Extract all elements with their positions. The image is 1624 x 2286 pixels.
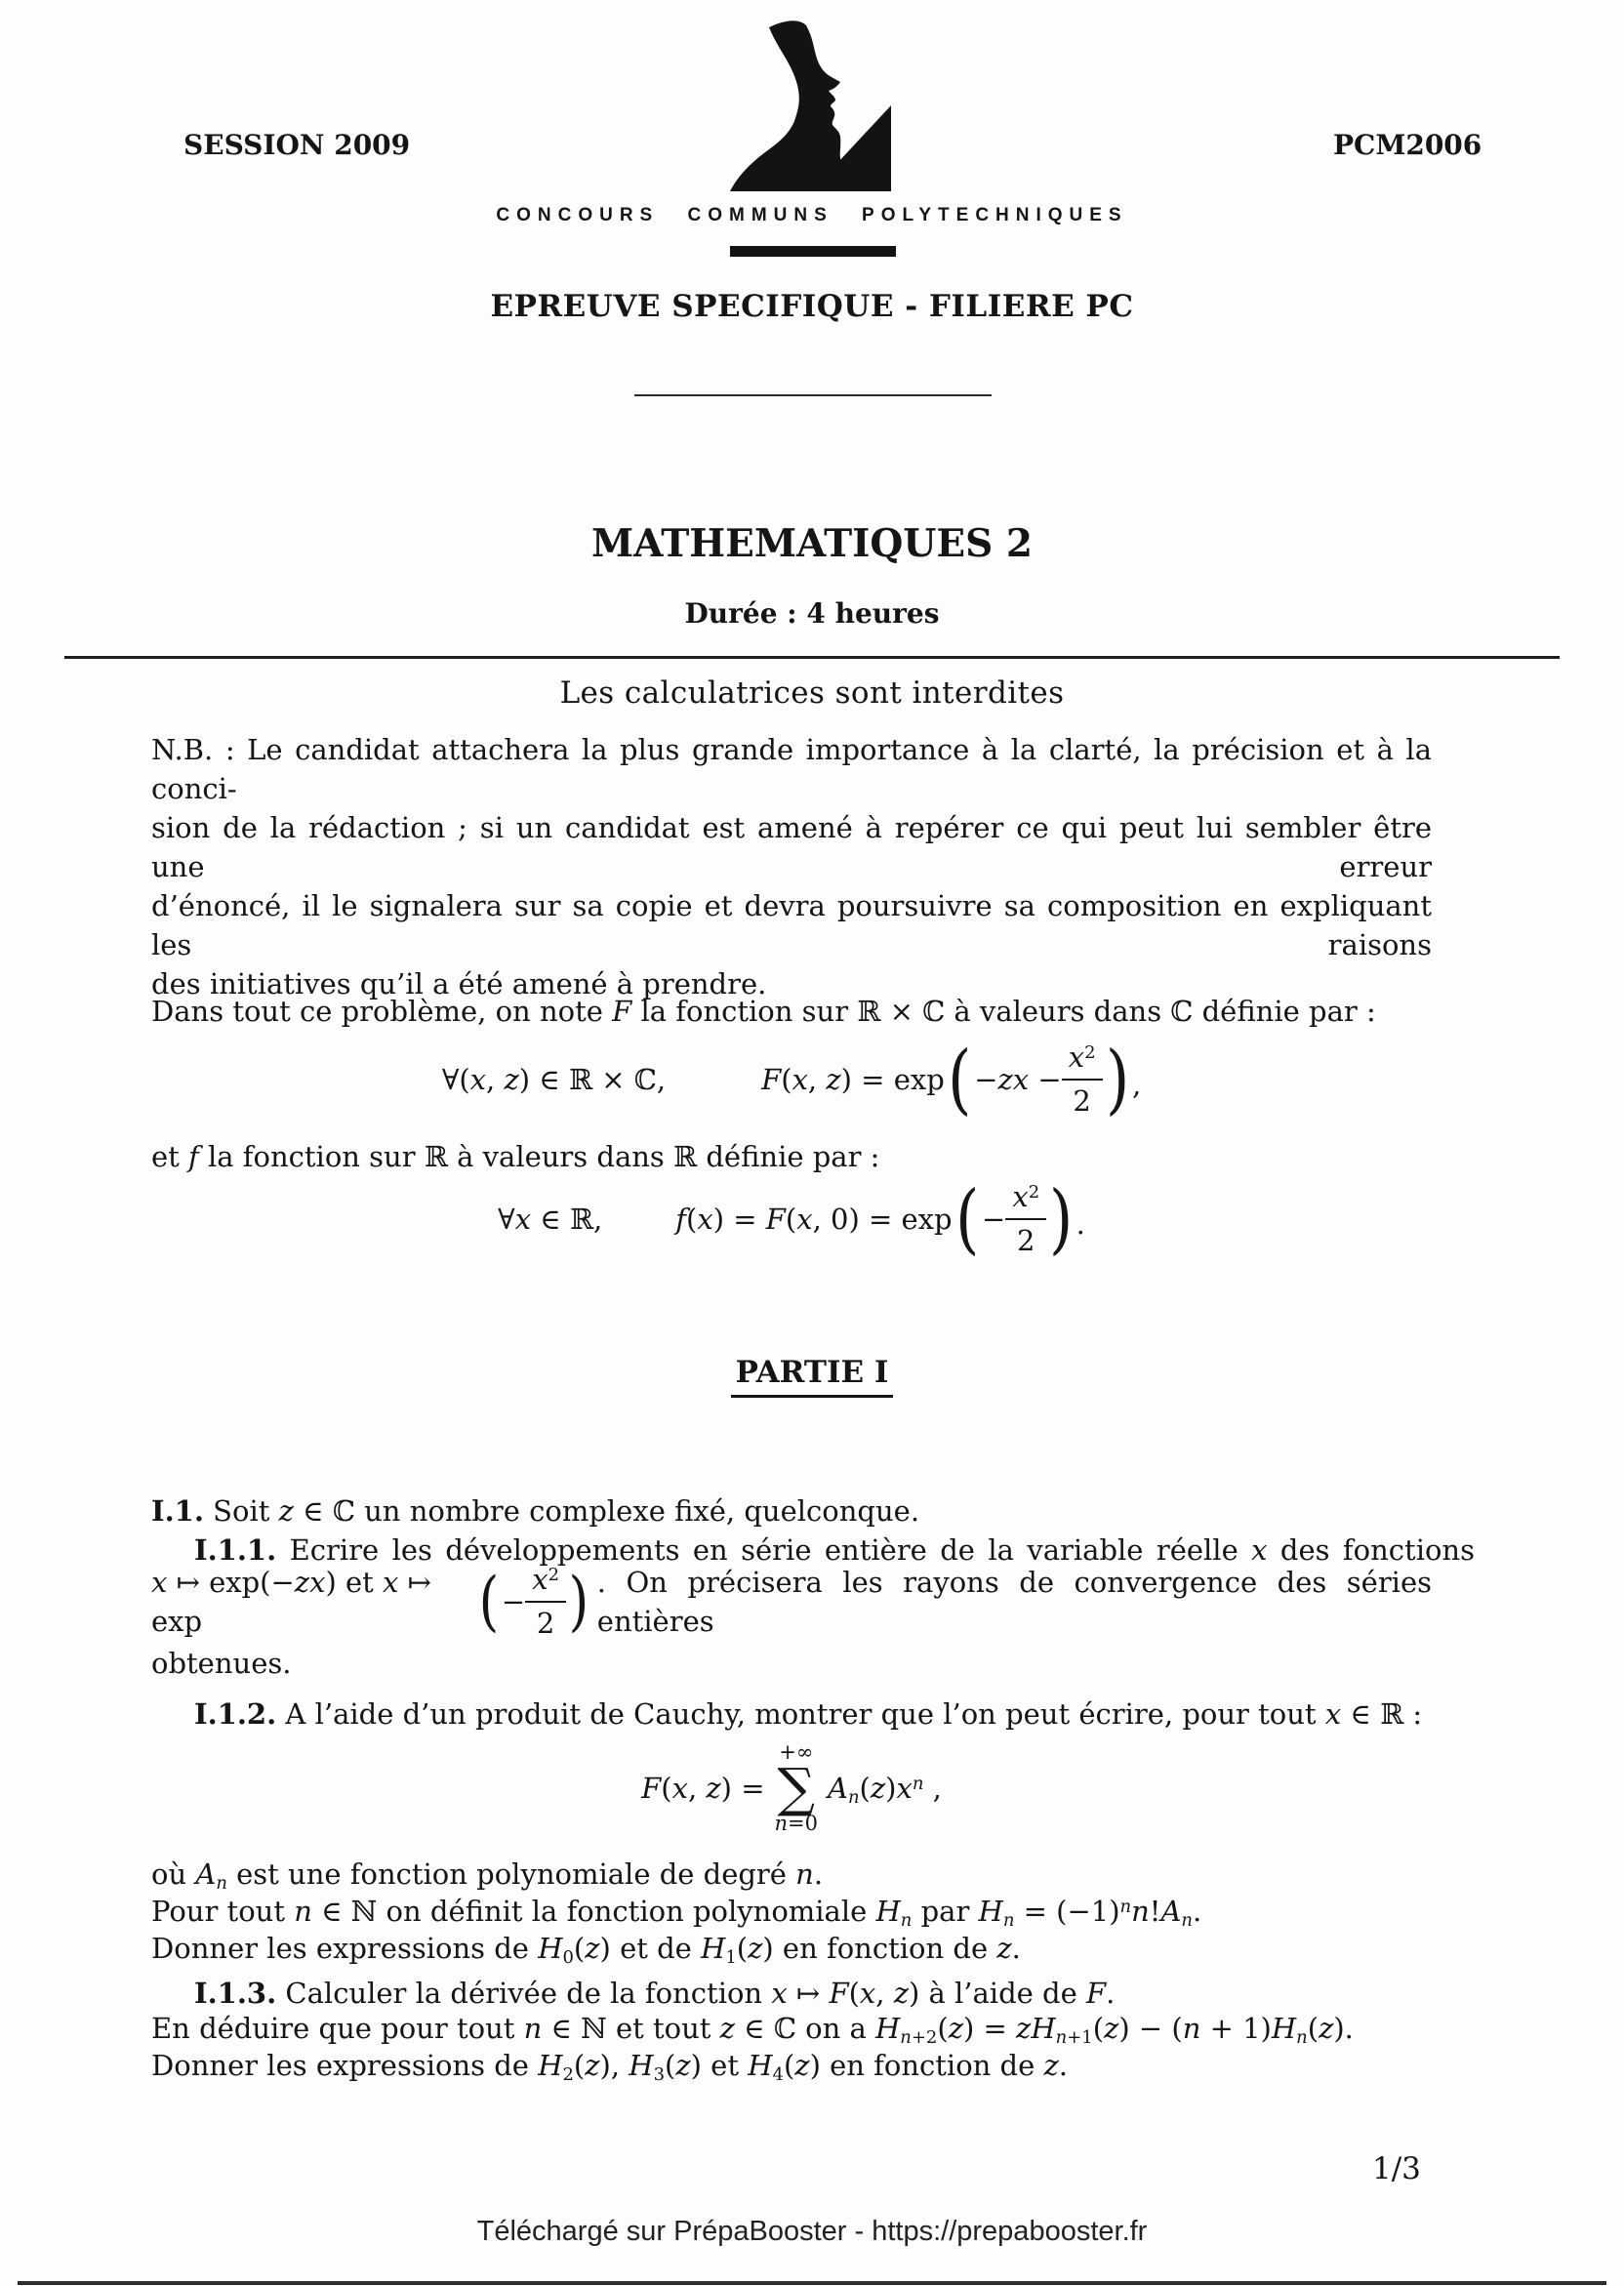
question-I13-line1: I.1.3. Calculer la dérivée de la fonction x ↦ F(x, z) à l’aide de F. — [194, 1977, 1116, 2010]
formula-quantifier: ∀x ∈ ℝ, — [498, 1203, 603, 1236]
intro-line-2: et f la fonction sur ℝ à valeurs dans ℝ définie par : — [151, 1140, 880, 1173]
short-divider — [634, 394, 992, 396]
question-I11-formula-line: x ↦ exp(−zx) et x ↦ exp ( − $\frac{x^2}{2}$ ) . On précisera les rayons de convergence des séries entières — [151, 1562, 1432, 1640]
face-profile-icon — [728, 20, 896, 195]
nb-line: N.B. : Le candidat attachera la plus grande importance à la clarté, la précision et à la conci- — [151, 733, 1432, 805]
page-number: 1/3 — [1372, 2151, 1421, 2186]
close-paren: ) — [1105, 1035, 1129, 1123]
summation — [775, 1740, 819, 1837]
question-I13-line3: Donner les expressions de $H_2(z)$, $H_3(z)$ et $H_4(z)$ en fonction de z. — [151, 2049, 1068, 2086]
formula-quantifier: ∀(x, z) ∈ ℝ × ℂ, — [441, 1063, 667, 1096]
question-I1: I.1. Soit z ∈ ℂ un nombre complexe fixé, quelconque. — [151, 1494, 920, 1528]
subject-title: MATHEMATIQUES 2 — [590, 521, 1034, 566]
formula-f-definition — [151, 1176, 1432, 1262]
question-I12-line2: où $A_n$ est une fonction polynomiale de degré n. — [151, 1857, 824, 1895]
exam-code: PCM2006 — [1333, 129, 1482, 161]
part-1-title: PARTIE I — [0, 1355, 1624, 1398]
epreuve-title: EPREUVE SPECIFIQUE - FILIERE PC — [490, 289, 1134, 324]
download-credit: Téléchargé sur PrépaBooster - https://prepabooster.fr — [476, 2216, 1148, 2247]
formula-sum: F(x, z) = +∞ ∑ n=0 $A_n(z)x^n$ , — [641, 1739, 942, 1836]
open-paren: ( — [478, 1563, 500, 1639]
session-label: SESSION 2009 — [183, 129, 411, 161]
open-paren: ( — [947, 1035, 972, 1123]
question-I11-line1: I.1.1. Ecrire les développements en série entière de la variable réelle x des fonctions — [194, 1533, 1475, 1567]
sum-upper-limit: +∞ — [779, 1739, 814, 1764]
duration-label: Durée : 4 heures — [684, 597, 940, 630]
nb-paragraph — [151, 730, 1432, 1003]
question-I11-line3: obtenues. — [151, 1647, 292, 1680]
fraction: $\frac{x^2}{2}$ — [525, 1564, 566, 1641]
horizontal-rule — [64, 656, 1560, 659]
intro-line-1: Dans tout ce problème, on note F la fonction sur ℝ × ℂ à valeurs dans ℂ définie par : — [151, 995, 1376, 1028]
scan-edge-bar — [18, 2281, 1606, 2285]
question-I12-line4: Donner les expressions de $H_0(z)$ et de $H_1(z)$ en fonction de z. — [151, 1932, 1021, 1969]
open-paren: ( — [954, 1174, 980, 1263]
logo-underline-bar — [730, 246, 896, 257]
fraction: $\frac{x^2}{2}$ — [1005, 1181, 1046, 1258]
formula-F-definition — [151, 1037, 1432, 1123]
fraction: $\frac{x^2}{2}$ — [1062, 1041, 1103, 1119]
sum-lower-limit: n=0 — [774, 1812, 819, 1836]
sigma-icon: ∑ — [777, 1756, 816, 1818]
question-I13-line2: En déduire que pour tout n ∈ ℕ et tout z ∈ ℂ on a $H_{n+2}(z) = zH_{n+1}(z) - (n + 1)H_n(z)$. — [151, 2012, 1354, 2049]
nb-line: des initiatives qu’il a été amené à prendre. — [151, 967, 767, 1000]
nb-line: sion de la rédaction ; si un candidat est amené à repérer ce qui peut lui sembler être une erreur — [151, 811, 1432, 883]
calculator-notice: Les calculatrices sont interdites — [559, 675, 1065, 711]
close-paren: ) — [1049, 1174, 1074, 1263]
formula-expression: f(x) = F(x, 0) = exp ( − $\frac{x^2}{2}$ ) . — [675, 1174, 1085, 1263]
question-I12-line1: I.1.2. A l’aide d’un produit de Cauchy, montrer que l’on peut écrire, pour tout x ∈ ℝ : — [194, 1697, 1423, 1731]
nb-line: d’énoncé, il le signalera sur sa copie et devra poursuivre sa composition en expliquant les raisons — [151, 889, 1432, 961]
close-paren: ) — [568, 1563, 589, 1639]
formula-expression: F(x, z) = exp ( −zx − $\frac{x^2}{2}$ ) , — [761, 1035, 1142, 1123]
logo-caption: CONCOURS COMMUNS POLYTECHNIQUES — [496, 205, 1128, 225]
question-I12-line3: Pour tout n ∈ ℕ on définit la fonction polynomiale $H_n$ par $H_n = (-1)^nn!A_n$. — [151, 1895, 1202, 1932]
